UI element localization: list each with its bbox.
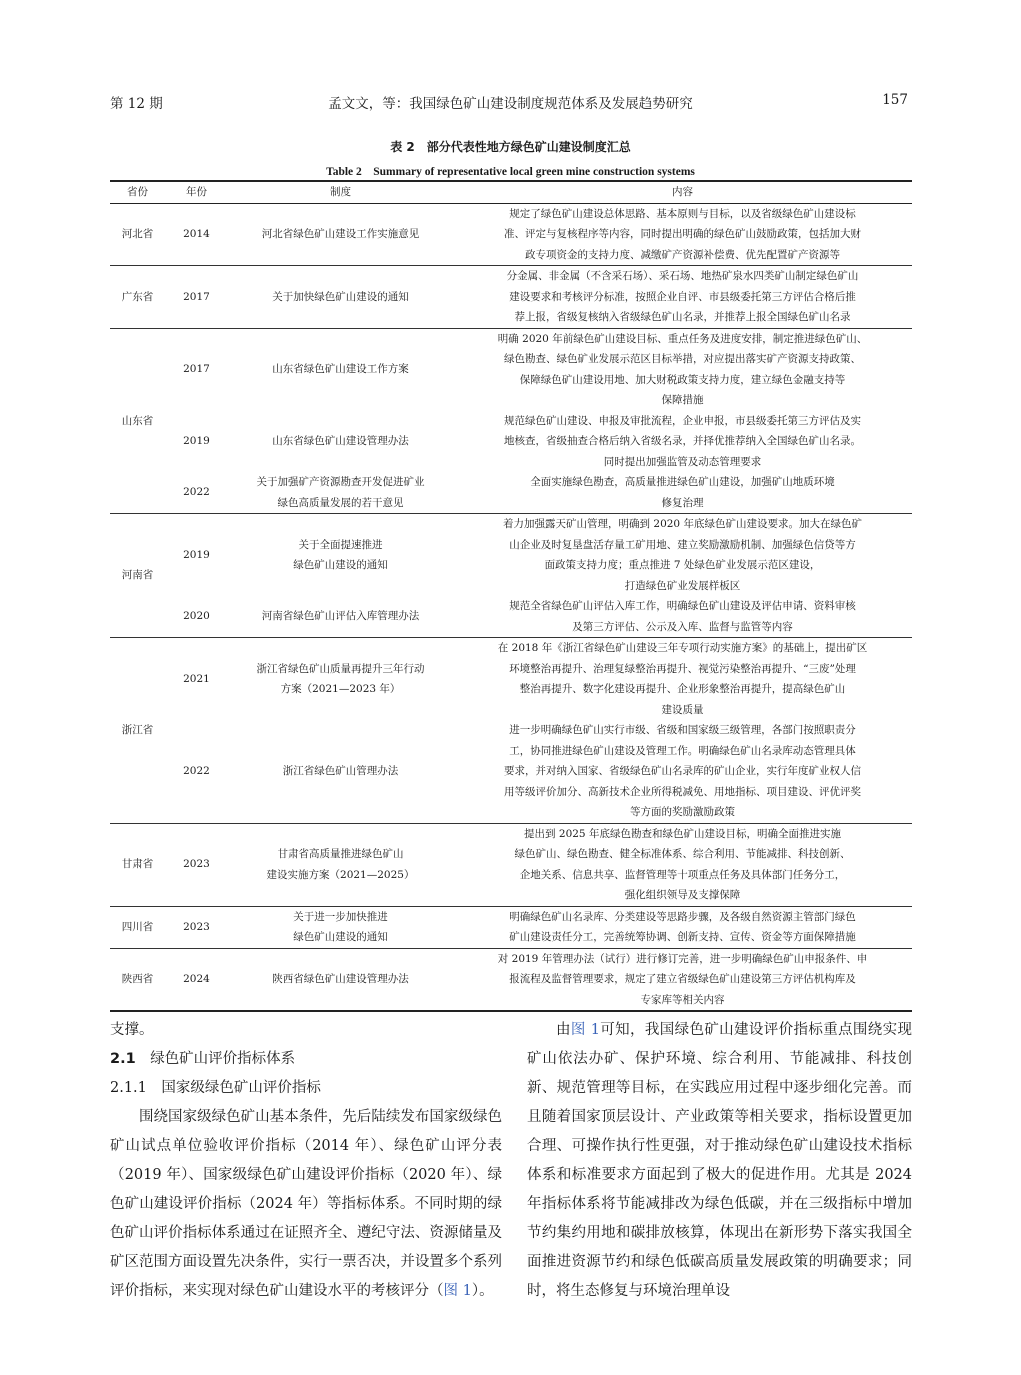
year-cell: 2022 bbox=[183, 486, 210, 499]
content-line: 荐上报，省级复核纳入省级绿色矿山名录，并推荐上报全国绿色矿山名录 bbox=[514, 311, 851, 323]
policy-line: 方案（2021—2023 年） bbox=[280, 683, 401, 695]
content-cell bbox=[453, 203, 912, 266]
policy-cell bbox=[228, 638, 453, 721]
province-cell: 陕西省 bbox=[110, 948, 165, 1011]
content-line: 绿色矿山、绿色勘查、健全标准体系、综合利用、节能减排、科技创新、 bbox=[514, 848, 851, 860]
content-line: 明确 2020 年前绿色矿山建设目标、重点任务及进度安排，制定推进绿色矿山、 bbox=[497, 332, 868, 345]
table-row bbox=[110, 266, 912, 329]
paragraph-continuation: 支撑。 bbox=[110, 1022, 154, 1038]
year-cell: 2017 bbox=[165, 266, 228, 329]
year-cell: 2017 bbox=[165, 328, 228, 411]
content-line: 同时提出加强监管及动态管理要求 bbox=[603, 455, 762, 468]
content-cell bbox=[453, 328, 912, 411]
content-line: 矿山建设责任分工，完善统筹协调、创新支持、宣传、资金等方面保障措施 bbox=[509, 931, 856, 943]
policy-line: 浙江省绿色矿山质量再提升三年行动 bbox=[256, 662, 425, 675]
content-line: 对 2019 年管理办法（试行）进行修订完善，进一步明确绿色矿山申报条件、申 bbox=[497, 952, 868, 965]
content-line: 建设要求和考核评分标准，按照企业自评、市县级委托第三方评估合格后推 bbox=[509, 290, 856, 303]
content-cell bbox=[453, 638, 912, 721]
content-line: 建设质量 bbox=[661, 703, 704, 716]
year-cell: 2023 bbox=[165, 906, 228, 948]
paragraph: 由图 1可知，我国绿色矿山建设评价指标重点围绕实现矿山依法办矿、保护环境、综合利用、节能减排、科技创新、规范管理等目标，在实践应用过程中逐步细化完善。而且随着国家顶层设计、产业政策等相关要求，指标设置更加合理、可操作执行性更强，对于推动绿色矿山建设技术指标体系和标准要求方面起到了极大的促进作用。尤其是 2024 年指标体系将节能减排改为绿色低碳，并在三级指标中增加节约集约用地和碳排放核算，体现出在新形势下落实我国全面推进资源节约和绿色低碳高质量发展政策的明确要求；同时，将生态修复与环境治理单设 bbox=[527, 1022, 913, 1299]
content-line: 绿色勘查、绿色矿业发展示范区目标举措，对应提出落实矿产资源支持政策、 bbox=[504, 353, 861, 365]
content-line: 专家库等相关内容 bbox=[640, 993, 725, 1006]
year-cell: 2021 bbox=[165, 638, 228, 721]
column-header-policy: 制度 bbox=[228, 181, 453, 203]
policy-cell bbox=[228, 266, 453, 329]
policy-line: 河南省绿色矿山评估入库管理办法 bbox=[261, 610, 420, 623]
policy-line: 陕西省绿色矿山建设管理办法 bbox=[272, 973, 409, 985]
content-line: 规范绿色矿山建设、申报及审批流程，企业申报，市县级委托第三方评估及实 bbox=[504, 414, 861, 427]
table-row bbox=[110, 823, 912, 906]
content-line: 政专项资金的支持力度、减缴矿产资源补偿费、优先配置矿产资源等 bbox=[525, 248, 840, 261]
content-line: 报流程及监督管理要求，规定了建立省级绿色矿山建设第三方评估机构库及 bbox=[509, 973, 856, 985]
policy-cell bbox=[228, 328, 453, 411]
column-header-province: 省份 bbox=[110, 181, 165, 203]
province-cell: 河北省 bbox=[110, 203, 165, 266]
content-line: 山企业及时复垦盘活存量工矿用地、建立奖励激励机制、加强绿色信贷等方 bbox=[509, 538, 856, 551]
province-cell: 广东省 bbox=[110, 266, 165, 329]
policy-line: 关于加快绿色矿山建设的通知 bbox=[272, 290, 409, 303]
left-column bbox=[110, 1016, 502, 1306]
policy-line: 关于进一步加快推进 bbox=[293, 910, 388, 923]
year-cell: 2019 bbox=[165, 514, 228, 597]
content-line: 修复治理 bbox=[661, 496, 704, 509]
content-line: 强化组织领导及支撑保障 bbox=[624, 889, 741, 901]
policy-line: 绿色矿山建设的通知 bbox=[293, 931, 388, 943]
policy-line: 绿色矿山建设的通知 bbox=[293, 559, 388, 571]
content-line: 明确绿色矿山名录库、分类建设等思路步骤，及各级自然资源主管部门绿色 bbox=[509, 910, 856, 923]
paragraph: 围绕国家级绿色矿山基本条件，先后陆续发布国家级绿色矿山试点单位验收评价指标（2014 年）、绿色矿山评分表（2019 年）、国家级绿色矿山建设评价指标（2020 年）、绿色矿山建设评价指标（2024 年）等指标体系。不同时期的绿色矿山评价指标体系通过在证照齐全、遵纪守法、资源储量及矿区范围方面设置先决条件，实行一票否决，并设置多个系列评价指标，来实现对绿色矿山建设水平的考核评分（图 1）。 bbox=[110, 1109, 502, 1299]
policy-line: 关于加强矿产资源勘查开发促进矿业 bbox=[256, 476, 425, 488]
year-cell: 2023 bbox=[165, 823, 228, 906]
content-line: 要求，并对纳入国家、省级绿色矿山名录库的矿山企业，实行年度矿业权人信 bbox=[504, 765, 861, 777]
province-cell: 四川省 bbox=[110, 906, 165, 948]
policy-table bbox=[110, 180, 912, 1012]
content-line: 保障绿色矿山建设用地、加大财税政策支持力度，建立绿色金融支持等 bbox=[519, 373, 846, 386]
content-line: 地核查，省级抽查合格后纳入省级名录，并择优推荐纳入全国绿色矿山名录。 bbox=[504, 435, 861, 447]
column-header-content: 内容 bbox=[453, 181, 912, 203]
policy-line: 河北省绿色矿山建设工作实施意见 bbox=[261, 228, 420, 240]
year-cell: 2019 bbox=[183, 435, 210, 447]
table-caption-cn: 表 2 部分代表性地方绿色矿山建设制度汇总 bbox=[390, 140, 631, 154]
province-cell: 浙江省 bbox=[110, 638, 165, 824]
table-row bbox=[110, 906, 912, 948]
page-number: 157 bbox=[882, 92, 908, 108]
policy-cell bbox=[228, 720, 453, 823]
table-row bbox=[110, 472, 912, 514]
content-line: 全面实施绿色勘查，高质量推进绿色矿山建设，加强矿山地质环境 bbox=[530, 476, 835, 488]
policy-cell bbox=[228, 906, 453, 948]
content-line: 保障措施 bbox=[661, 394, 704, 406]
policy-cell bbox=[228, 203, 453, 266]
content-line: 用等级评价加分、高新技术企业所得税减免、用地指标、项目建设、评优评奖 bbox=[504, 785, 861, 798]
content-line: 环境整治再提升、治理复绿整治再提升、视觉污染整治再提升、“三废”处理 bbox=[509, 662, 856, 675]
policy-line: 甘肃省高质量推进绿色矿山 bbox=[277, 848, 404, 860]
content-line: 着力加强露天矿山管理，明确到 2020 年底绿色矿山建设要求。加大在绿色矿 bbox=[503, 518, 862, 530]
content-line: 整治再提升、数字化建设再提升、企业形象整治再提升，提高绿色矿山 bbox=[519, 683, 846, 695]
content-cell bbox=[453, 514, 912, 597]
table-row bbox=[110, 411, 912, 473]
content-cell bbox=[453, 906, 912, 948]
table-row bbox=[110, 948, 912, 1011]
content-line: 及第三方评估、公示及入库、监督与监管等内容 bbox=[572, 620, 793, 633]
content-cell bbox=[453, 823, 912, 906]
column-header-year: 年份 bbox=[165, 181, 228, 203]
table-row bbox=[110, 596, 912, 638]
content-cell bbox=[453, 948, 912, 1011]
table-row bbox=[110, 328, 912, 411]
year-cell: 2020 bbox=[183, 610, 210, 623]
content-line: 等方面的奖励激励政策 bbox=[630, 806, 735, 818]
content-line: 进一步明确绿色矿山实行市级、省级和国家级三级管理，各部门按照职责分 bbox=[509, 724, 856, 736]
year-cell: 2024 bbox=[165, 948, 228, 1011]
content-cell bbox=[453, 266, 912, 329]
content-line: 工，协同推进绿色矿山建设及管理工作。明确绿色矿山名录库动态管理具体 bbox=[509, 744, 856, 757]
policy-line: 绿色高质量发展的若干意见 bbox=[277, 496, 404, 509]
year-cell: 2022 bbox=[183, 765, 210, 777]
issue-number: 第 12 期 bbox=[110, 96, 163, 112]
content-line: 面政策支持力度；重点推进 7 处绿色矿业发展示范区建设， bbox=[544, 559, 821, 571]
province-cell: 山东省 bbox=[110, 328, 165, 514]
content-line: 打造绿色矿业发展样板区 bbox=[624, 579, 741, 592]
policy-line: 山东省绿色矿山建设工作方案 bbox=[272, 363, 409, 376]
content-cell bbox=[453, 472, 912, 514]
content-line: 分金属、非金属（不含采石场）、采石场、地热矿泉水四类矿山制定绿色矿山 bbox=[506, 270, 859, 282]
province-cell: 河南省 bbox=[110, 514, 165, 638]
content-line: 企地关系、信息共享、监督管理等十项重点任务及具体部门任务分工， bbox=[519, 868, 846, 881]
policy-line: 建设实施方案（2021—2025） bbox=[266, 868, 415, 881]
table-row bbox=[110, 514, 912, 597]
figure-1-link[interactable]: 图 1 bbox=[443, 1283, 472, 1299]
content-line: 准、评定与复核程序等内容，同时提出明确的绿色矿山鼓励政策，包括加大财 bbox=[504, 228, 861, 240]
section-heading-2-1 bbox=[110, 1045, 502, 1074]
content-cell bbox=[453, 596, 912, 638]
policy-line: 山东省绿色矿山建设管理办法 bbox=[272, 435, 409, 447]
running-title: 孟文文，等：我国绿色矿山建设制度规范体系及发展趋势研究 bbox=[328, 96, 693, 112]
table-caption-en: Table 2 Summary of representative local green mine construction systems bbox=[326, 166, 695, 178]
table-body bbox=[110, 203, 912, 1011]
year-cell: 2014 bbox=[165, 203, 228, 266]
content-cell bbox=[453, 720, 912, 823]
subsection-heading-2-1-1: 2.1.1 国家级绿色矿山评价指标 bbox=[110, 1080, 321, 1096]
policy-cell bbox=[228, 514, 453, 597]
province-cell: 甘肃省 bbox=[110, 823, 165, 906]
section-title: 绿色矿山评价指标体系 bbox=[150, 1051, 296, 1067]
section-number: 2.1 bbox=[110, 1051, 136, 1067]
table-row bbox=[110, 203, 912, 266]
policy-cell bbox=[228, 411, 453, 473]
table-row bbox=[110, 638, 912, 721]
content-line: 规定了绿色矿山建设总体思路、基本原则与目标，以及省级绿色矿山建设标 bbox=[509, 207, 856, 220]
policy-line: 浙江省绿色矿山管理办法 bbox=[282, 765, 399, 777]
policy-cell bbox=[228, 948, 453, 1011]
content-cell bbox=[453, 411, 912, 473]
right-column bbox=[527, 1016, 912, 1306]
policy-line: 关于全面提速推进 bbox=[298, 538, 383, 551]
content-line: 规范全省绿色矿山评估入库工作，明确绿色矿山建设及评估申请、资料审核 bbox=[509, 600, 856, 612]
content-line: 提出到 2025 年底绿色勘查和绿色矿山建设目标，明确全面推进实施 bbox=[524, 827, 841, 840]
table-header-row bbox=[110, 181, 912, 203]
figure-1-link[interactable]: 图 1 bbox=[570, 1022, 600, 1038]
policy-cell bbox=[228, 472, 453, 514]
content-line: 在 2018 年《浙江省绿色矿山建设三年专项行动实施方案》的基础上，提出矿区 bbox=[497, 642, 868, 654]
table-row bbox=[110, 720, 912, 823]
policy-cell bbox=[228, 596, 453, 638]
policy-cell bbox=[228, 823, 453, 906]
